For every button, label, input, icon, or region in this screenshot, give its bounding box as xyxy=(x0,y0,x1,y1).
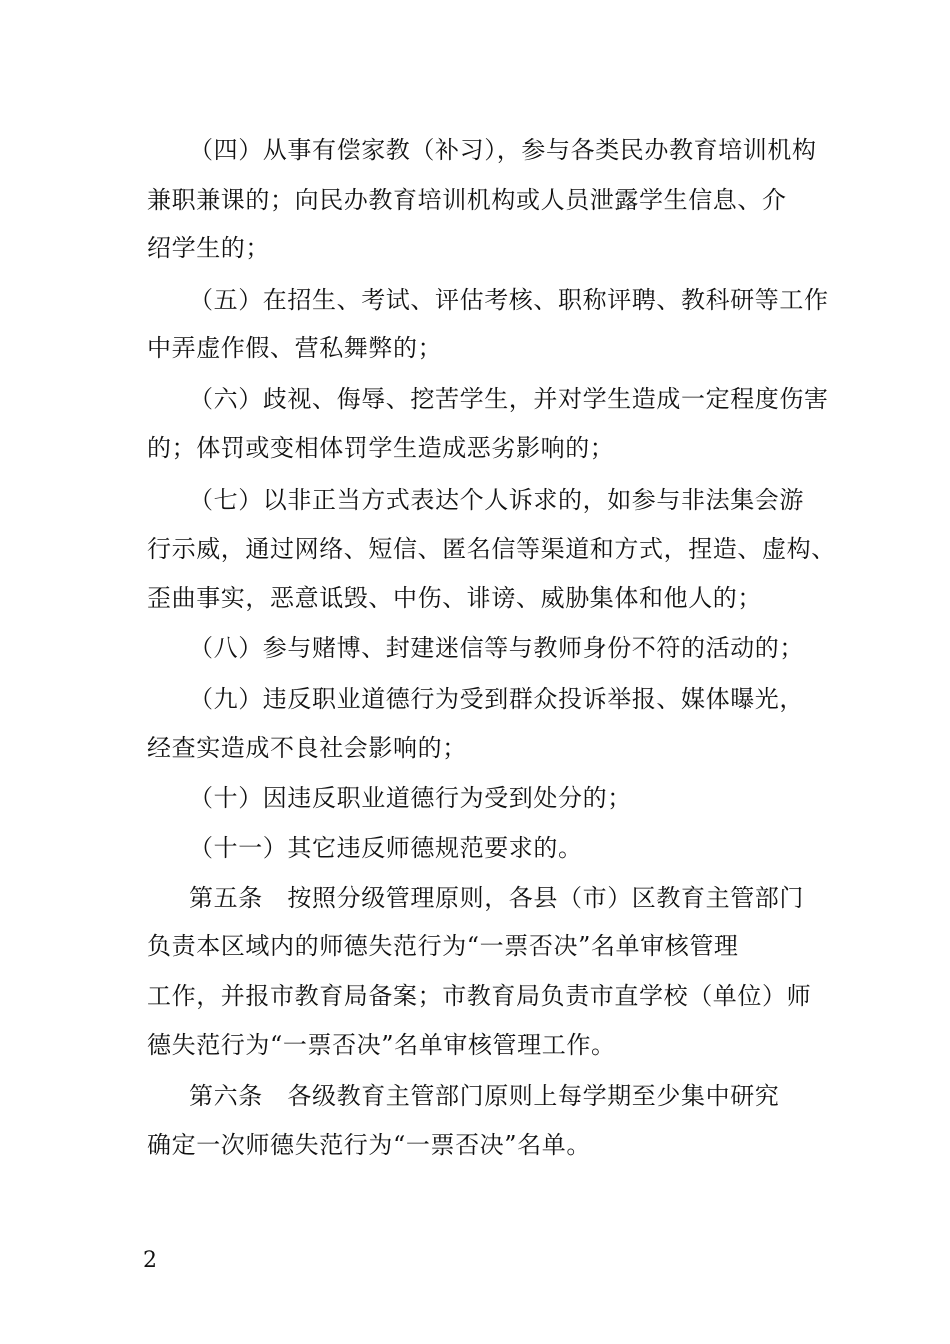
text-line: 兼职兼课的；向民办教育培训机构或人员泄露学生信息、介 xyxy=(147,186,787,214)
page-number: 2 xyxy=(143,1248,157,1273)
text-line: 的；体罚或变相体罚学生造成恶劣影响的； xyxy=(147,434,615,462)
text-line: 负责本区域内的师德失范行为“一票否决”名单审核管理 xyxy=(147,932,739,960)
text-line: （九）违反职业道德行为受到群众投诉举报、媒体曝光， xyxy=(189,685,804,713)
text-line: 绍学生的； xyxy=(147,234,270,262)
text-line: 确定一次师德失范行为“一票否决”名单。 xyxy=(147,1131,591,1159)
text-line: 第五条 按照分级管理原则，各县（市）区教育主管部门 xyxy=(189,884,804,912)
text-line: 经查实造成不良社会影响的； xyxy=(147,734,467,762)
text-line: （五）在招生、考试、评估考核、职称评聘、教科研等工作 xyxy=(189,286,829,314)
text-line: （十）因违反职业道德行为受到处分的； xyxy=(189,784,632,812)
text-line: （六）歧视、侮辱、挖苦学生，并对学生造成一定程度伤害 xyxy=(189,385,829,413)
text-line: （十一）其它违反师德规范要求的。 xyxy=(189,834,583,862)
text-line: 德失范行为“一票否决”名单审核管理工作。 xyxy=(147,1031,616,1059)
text-line: 中弄虚作假、营私舞弊的； xyxy=(147,334,443,362)
text-line: （七）以非正当方式表达个人诉求的，如参与非法集会游 xyxy=(189,486,804,514)
text-line: （八）参与赌博、封建迷信等与教师身份不符的活动的； xyxy=(189,634,804,662)
text-line: 第六条 各级教育主管部门原则上每学期至少集中研究 xyxy=(189,1082,780,1110)
text-line: 歪曲事实，恶意诋毁、中伤、诽谤、威胁集体和他人的； xyxy=(147,584,762,612)
text-line: （四）从事有偿家教（补习），参与各类民办教育培训机构 xyxy=(189,136,817,164)
text-line: 行示威，通过网络、短信、匿名信等渠道和方式，捏造、虚构、 xyxy=(147,535,836,563)
text-line: 工作，并报市教育局备案；市教育局负责市直学校（单位）师 xyxy=(147,982,812,1010)
